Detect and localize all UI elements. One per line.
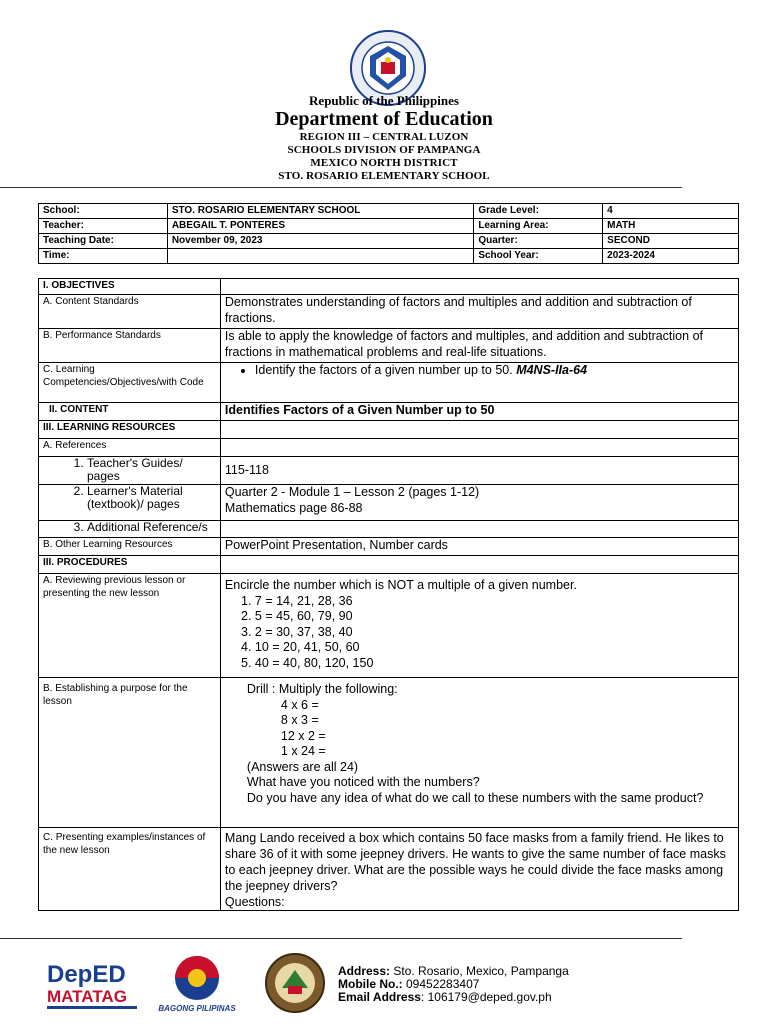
- email-label: Email Address: [338, 990, 421, 1004]
- school-heading: STO. ROSARIO ELEMENTARY SCHOOL: [278, 170, 490, 182]
- objectives-heading: I. OBJECTIVES: [39, 279, 221, 295]
- content-heading: II. CONTENT: [39, 403, 221, 421]
- additional-reference-cell: [39, 521, 221, 538]
- teachers-guide-pages: 115-118: [220, 457, 738, 485]
- footer-contact: [338, 965, 569, 1004]
- competencies-label: C. Learning Competencies/Objectives/with Code: [39, 363, 221, 403]
- other-resources-label: B. Other Learning Resources: [39, 538, 221, 556]
- grade-value: 4: [603, 204, 739, 219]
- other-resources-text: PowerPoint Presentation, Number cards: [220, 538, 738, 556]
- deped-matatag-logo: [45, 958, 140, 1014]
- district-heading: MEXICO NORTH DISTRICT: [310, 157, 458, 169]
- drill-intro: Drill : Multiply the following:: [246, 682, 398, 696]
- presenting-text: Mang Lando received a box which contains 50 face masks from a family friend. He likes to share 36 of it with some jeepney drivers. He wants to give the same number of face masks to each jeepney driver. What are the possible ways he could divide the face masks among the jeepney drivers?: [224, 831, 726, 893]
- performance-standards-text: Is able to apply the knowledge of factors and multiples, and addition and subtraction of fractions in mathematical problems and real-life situations.: [220, 329, 738, 363]
- bagong-pilipinas-logo: [150, 952, 245, 1014]
- performance-standards-label: B. Performance Standards: [39, 329, 221, 363]
- mobile-label: Mobile No.:: [338, 977, 403, 991]
- quarter-label: Quarter:: [474, 234, 603, 249]
- content-standards-label: A. Content Standards: [39, 295, 221, 329]
- republic-heading: Republic of the Philippines: [309, 93, 459, 108]
- teachers-guide-cell: [39, 457, 221, 485]
- procedures-heading: III. PROCEDURES: [39, 556, 221, 574]
- competency-code: M4NS-IIa-64: [516, 363, 588, 377]
- references-label: A. References: [39, 439, 221, 457]
- matatag-wordmark: MATATAG: [47, 987, 127, 1006]
- teacher-value: ABEGAIL T. PONTERES: [167, 219, 474, 234]
- drill-item: 8 x 3 =: [280, 713, 319, 727]
- grade-label: Grade Level:: [474, 204, 603, 219]
- drill-question-2: Do you have any idea of what do we call to these numbers with the same product?: [246, 790, 704, 805]
- area-value: MATH: [603, 219, 739, 234]
- resources-heading: III. LEARNING RESOURCES: [39, 421, 221, 439]
- review-cell: [220, 574, 738, 678]
- review-intro: Encircle the number which is NOT a multiple of a given number.: [224, 578, 577, 592]
- competency-text: Identify the factors of a given number up to 50.: [254, 363, 513, 377]
- drill-item: 1 x 24 =: [280, 744, 326, 758]
- school-value: STO. ROSARIO ELEMENTARY SCHOOL: [167, 204, 474, 219]
- additional-reference-label: 3. Additional Reference/s: [87, 521, 216, 534]
- learners-material-module: Quarter 2 - Module 1 – Lesson 2 (pages 1-12): [224, 485, 480, 499]
- header-divider: [0, 187, 682, 188]
- drill-item: 12 x 2 =: [280, 728, 326, 743]
- drill-answers: (Answers are all 24): [246, 759, 359, 774]
- drill-question-1: What have you noticed with the numbers?: [246, 775, 480, 789]
- teacher-label: Teacher:: [39, 219, 168, 234]
- year-label: School Year:: [474, 249, 603, 264]
- learners-material-cell: [39, 485, 221, 521]
- purpose-cell: [220, 678, 738, 828]
- division-heading: SCHOOLS DIVISION OF PAMPANGA: [287, 144, 481, 156]
- quarter-value: SECOND: [603, 234, 739, 249]
- mobile-value: 09452283407: [402, 977, 480, 991]
- purpose-label: B. Establishing a purpose for the lesson: [39, 678, 221, 828]
- review-item: 3. 2 = 30, 37, 38, 40: [255, 625, 734, 641]
- time-label: Time:: [39, 249, 168, 264]
- review-item: 4. 10 = 20, 41, 50, 60: [255, 640, 734, 656]
- area-label: Learning Area:: [474, 219, 603, 234]
- drill-item: 4 x 6 =: [280, 697, 319, 712]
- year-value: 2023-2024: [603, 249, 739, 264]
- date-value: November 09, 2023: [167, 234, 474, 249]
- learners-material-label: 2. Learner's Material (textbook)/ pages: [87, 485, 216, 511]
- presenting-label: C. Presenting examples/instances of the new lesson: [39, 828, 221, 911]
- email-value[interactable]: : 106179@deped.gov.ph: [420, 990, 552, 1004]
- address-label: Address:: [338, 964, 391, 978]
- bagong-pilipinas-wordmark: BAGONG PILIPINAS: [158, 1004, 236, 1013]
- review-label: A. Reviewing previous lesson or presenting the new lesson: [39, 574, 221, 678]
- department-heading: Department of Education: [275, 108, 493, 130]
- presenting-questions: Questions:: [224, 895, 285, 909]
- review-item: 5. 40 = 40, 80, 120, 150: [255, 656, 734, 672]
- time-value: [167, 249, 474, 264]
- competencies-cell: [220, 363, 738, 403]
- school-label: School:: [39, 204, 168, 219]
- presenting-cell: [220, 828, 738, 911]
- school-seal-logo: [262, 952, 328, 1014]
- footer-divider: [0, 938, 682, 939]
- content-standards-text: Demonstrates understanding of factors and multiples and addition and subtraction of fractions.: [220, 295, 738, 329]
- learners-material-cell-value: [220, 485, 738, 521]
- date-label: Teaching Date:: [39, 234, 168, 249]
- lesson-plan-table: [38, 278, 739, 911]
- lesson-info-table: [38, 203, 739, 264]
- content-text: Identifies Factors of a Given Number up to 50: [220, 403, 738, 421]
- teachers-guide-label: 1. Teacher's Guides/ pages: [87, 457, 216, 483]
- address-value: Sto. Rosario, Mexico, Pampanga: [390, 964, 569, 978]
- deped-wordmark: DepED: [47, 961, 126, 988]
- region-heading: REGION III – CENTRAL LUZON: [299, 131, 469, 143]
- review-item: 1. 7 = 14, 21, 28, 36: [255, 594, 734, 610]
- learners-material-pages: Mathematics page 86-88: [224, 500, 363, 515]
- review-item: 2. 5 = 45, 60, 79, 90: [255, 609, 734, 625]
